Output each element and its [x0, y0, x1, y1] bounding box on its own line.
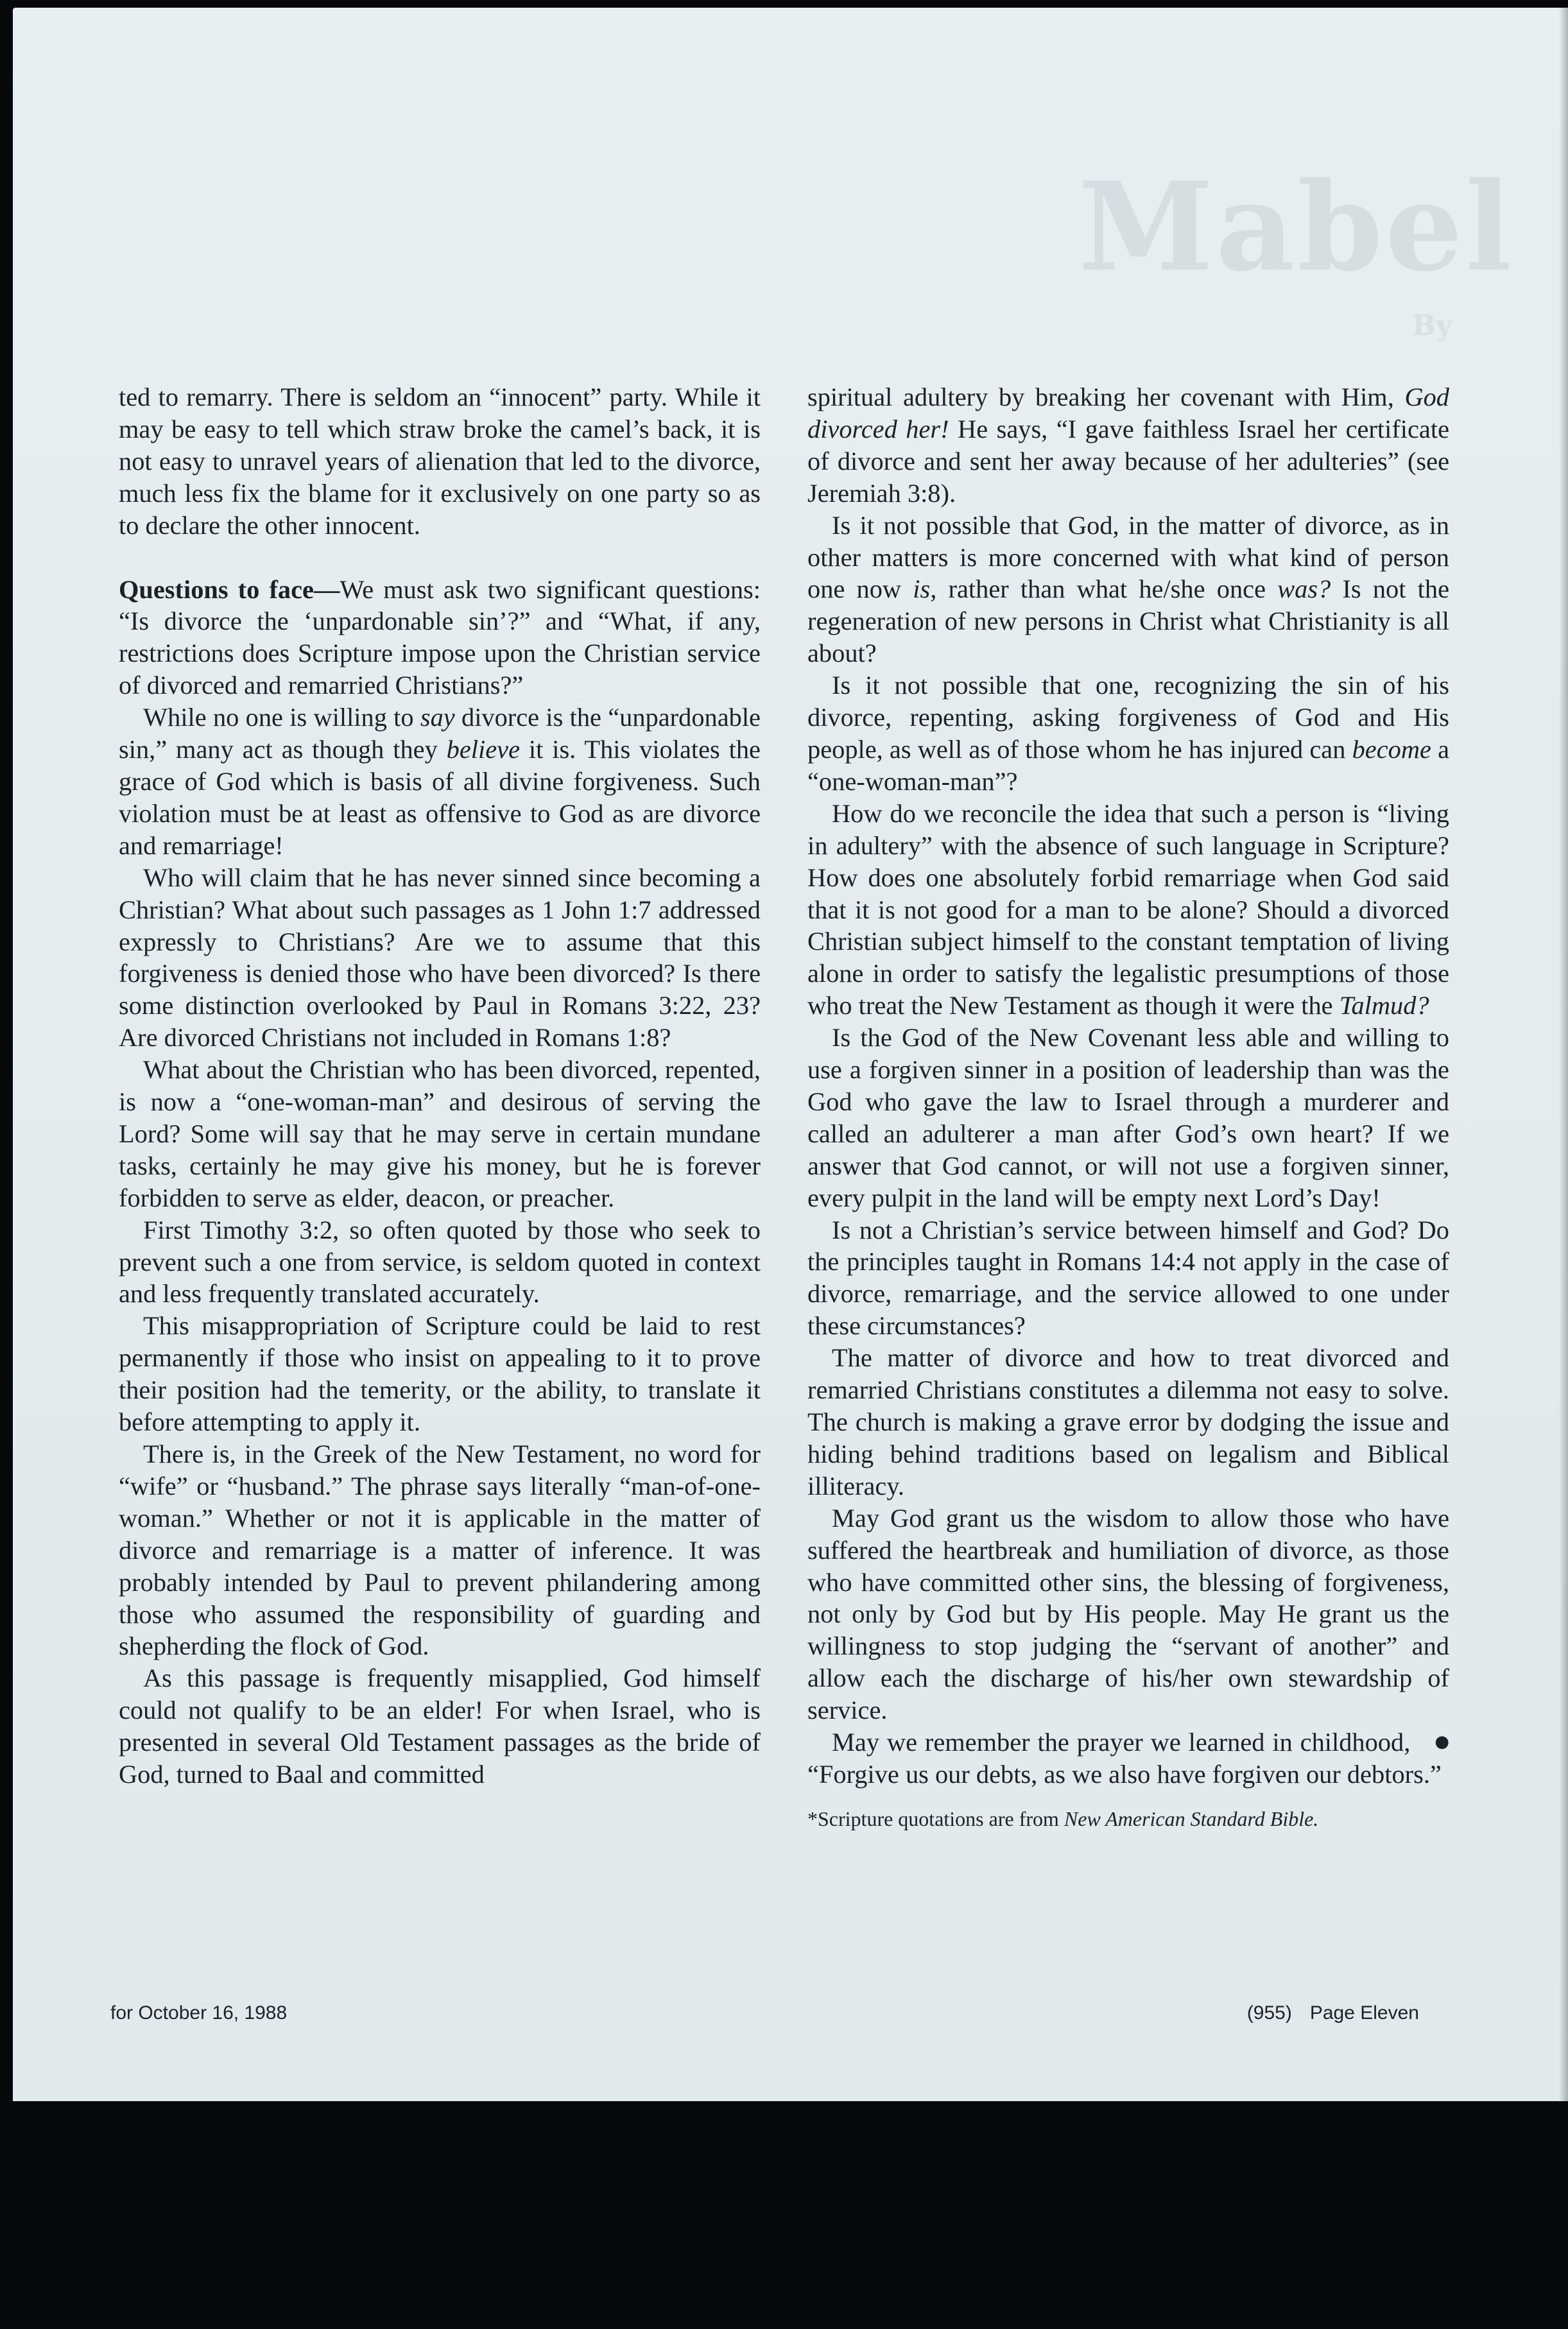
paragraph: First Timothy 3:2, so often quoted by those who seek to prevent such a one from service, is seldom quoted in context and less frequently translated accurately. [119, 1215, 761, 1309]
text-run: He says, “I gave faithless Israel her certificate of divorce and sent her away because of her adulteries” (see Jeremiah 3:8). [807, 414, 1450, 508]
paragraph: The matter of divorce and how to treat divorced and remarried Christians constitutes a dilemma not easy to solve. The church is making a grave error by dodging the issue and hiding behind traditions based on legalism and Biblical illiteracy. [807, 1343, 1449, 1500]
paragraph [807, 510, 1449, 670]
paragraph: Is the God of the New Covenant less able and willing to use a forgiven sinner in a position of leadership than was the God who gave the law to Israel through a murderer and called an adulterer a man after God’s own heart? If we answer that God cannot, or will not use a forgiven sinner, every pulpit in the land will be empty next Lord’s Day! [807, 1023, 1449, 1212]
paragraph: There is, in the Greek of the New Testament, no word for “wife” or “husband.” The phrase says literally “man-of-one-woman.” Whether or not it is applicable in the matter of divorce and remarriage is a matter of inference. It was probably intended by Paul to prevent philandering among those who assumed the responsibility of guarding and shepherding the flock of God. [119, 1440, 761, 1661]
text-run: it is. This violates the grace of God which is basis of all divine forgiveness. Such violation must be at least as offensive to God as are divorce and remarriage! [119, 735, 761, 860]
text-run: How do we reconcile the idea that such a person is “living in adultery” with the absence of such language in Scripture? How does one absolutely forbid remarriage when God said that it is not good for a man to be alone? Should a divorced Christian subject himself to the constant temptation of living alone in order to satisfy the legalistic presumptions of those who treat the New Testament as though it were the [807, 798, 1449, 1020]
text-run: *Scripture quotations are from [807, 1807, 1064, 1830]
show-through-byline: By [1412, 309, 1452, 342]
text-run: rather than what he/she once [936, 574, 1278, 604]
italic-text: say [420, 703, 455, 732]
end-of-article-mark: ● [1434, 1732, 1449, 1752]
text-run: divorce is the “unpardonable sin,” many act as though they [119, 703, 761, 764]
paper-sheet [13, 8, 1568, 2101]
page-label: Page Eleven [1309, 2002, 1419, 2024]
text-run: Is not the regeneration of new persons in Christ what Christianity is all about? [807, 574, 1449, 668]
paragraph [807, 381, 1449, 510]
italic-text: become [1352, 734, 1431, 764]
issue-date-footer: for October 16, 1988 [110, 2002, 288, 2024]
text-run: a “one-woman-man”? [807, 734, 1450, 796]
paragraph: Is not a Christian’s service between himself and God? Do the principles taught in Romans 14:4 not apply in the case of divorce, remarriage, and the service allowed to one under these circumstances? [807, 1215, 1449, 1341]
text-run: spiritual adultery by breaking her covenant with Him, [807, 382, 1405, 411]
italic-text: Talmud? [1339, 991, 1429, 1020]
paragraph [807, 1726, 1449, 1791]
paragraph: May God grant us the wisdom to allow those who have suffered the heartbreak and humiliation of divorce, as those who have committed other sins, the blessing of forgiveness, not only by God but by His people. May He grant us the willingness to stop judging the “servant of another” and allow each the discharge of his/her own stewardship of service. [807, 1503, 1449, 1725]
left-text-column [119, 381, 761, 1791]
paragraph [119, 574, 761, 702]
italic-text: God divorced her! [807, 382, 1449, 443]
right-text-column [807, 381, 1449, 1833]
page-edge-shadow [1559, 8, 1568, 2101]
paragraph [807, 669, 1449, 798]
italic-text: was? [1277, 574, 1331, 604]
paragraph [119, 701, 761, 862]
footnote [807, 1805, 1449, 1833]
italic-text: is, [913, 574, 937, 604]
paragraph: What about the Christian who has been divorced, repented, is now a “one-woman-man” and desirous of serving the Lord? Some will say that he may serve in certain mundane tasks, certainly he may give his money, but he is forever forbidden to serve as elder, deacon, or preacher. [119, 1055, 761, 1212]
paragraph [807, 798, 1449, 1022]
paragraph: As this passage is frequently misapplied, God himself could not qualify to be an elder! For when Israel, who is presented in several Old Testament passages as the bride of God, turned to Baal and committed [119, 1663, 761, 1789]
paragraph: Who will claim that he has never sinned since becoming a Christian? What about such passages as 1 John 1:7 addressed expressly to Christians? Are we to assume that this forgiveness is denied those who have been divorced? Is there some distinction overlooked by Paul in Romans 3:22, 23? Are divorced Christians not included in Romans 1:8? [119, 863, 761, 1053]
paragraph: This misappropriation of Scripture could be laid to rest permanently if those who insist on appealing to it to prove their position had the temerity, or the ability, to translate it before attempting to apply it. [119, 1311, 761, 1437]
text-run: May we remember the prayer we learned in childhood, “Forgive us our debts, as we also have forgiven our debtors.” [807, 1728, 1442, 1789]
section-heading: Questions to face— [119, 574, 340, 604]
paragraph: ted to remarry. There is seldom an “innocent” party. While it may be easy to tell which straw broke the camel’s back, it is not easy to unravel years of alienation that led to the divorce, much less fix the blame for it exclusively on one party so as to declare the other innocent. [119, 382, 761, 540]
text-run: Is it not possible that one, recognizing the sin of his divorce, repenting, asking forgiveness of God and His people, as well as of those whom he has injured can [807, 671, 1449, 764]
show-through-title: Mabel [1078, 155, 1515, 298]
italic-text: believe [446, 735, 521, 764]
text-run: We must ask two significant questions: “Is divorce the ‘unpardonable sin’?” and “What, if any, restrictions does Scripture impose upon the Christian service of divorced and remarried Christians?” [119, 574, 761, 700]
italic-text: New American Standard Bible. [1064, 1807, 1319, 1830]
page-number-footer [1247, 2002, 1419, 2024]
text-run: While no one is willing to [143, 703, 420, 732]
text-run: Is it not possible that God, in the matter of divorce, as in other matters is more concerned with what kind of person one now [807, 510, 1449, 604]
page-code: (955) [1246, 2002, 1292, 2024]
